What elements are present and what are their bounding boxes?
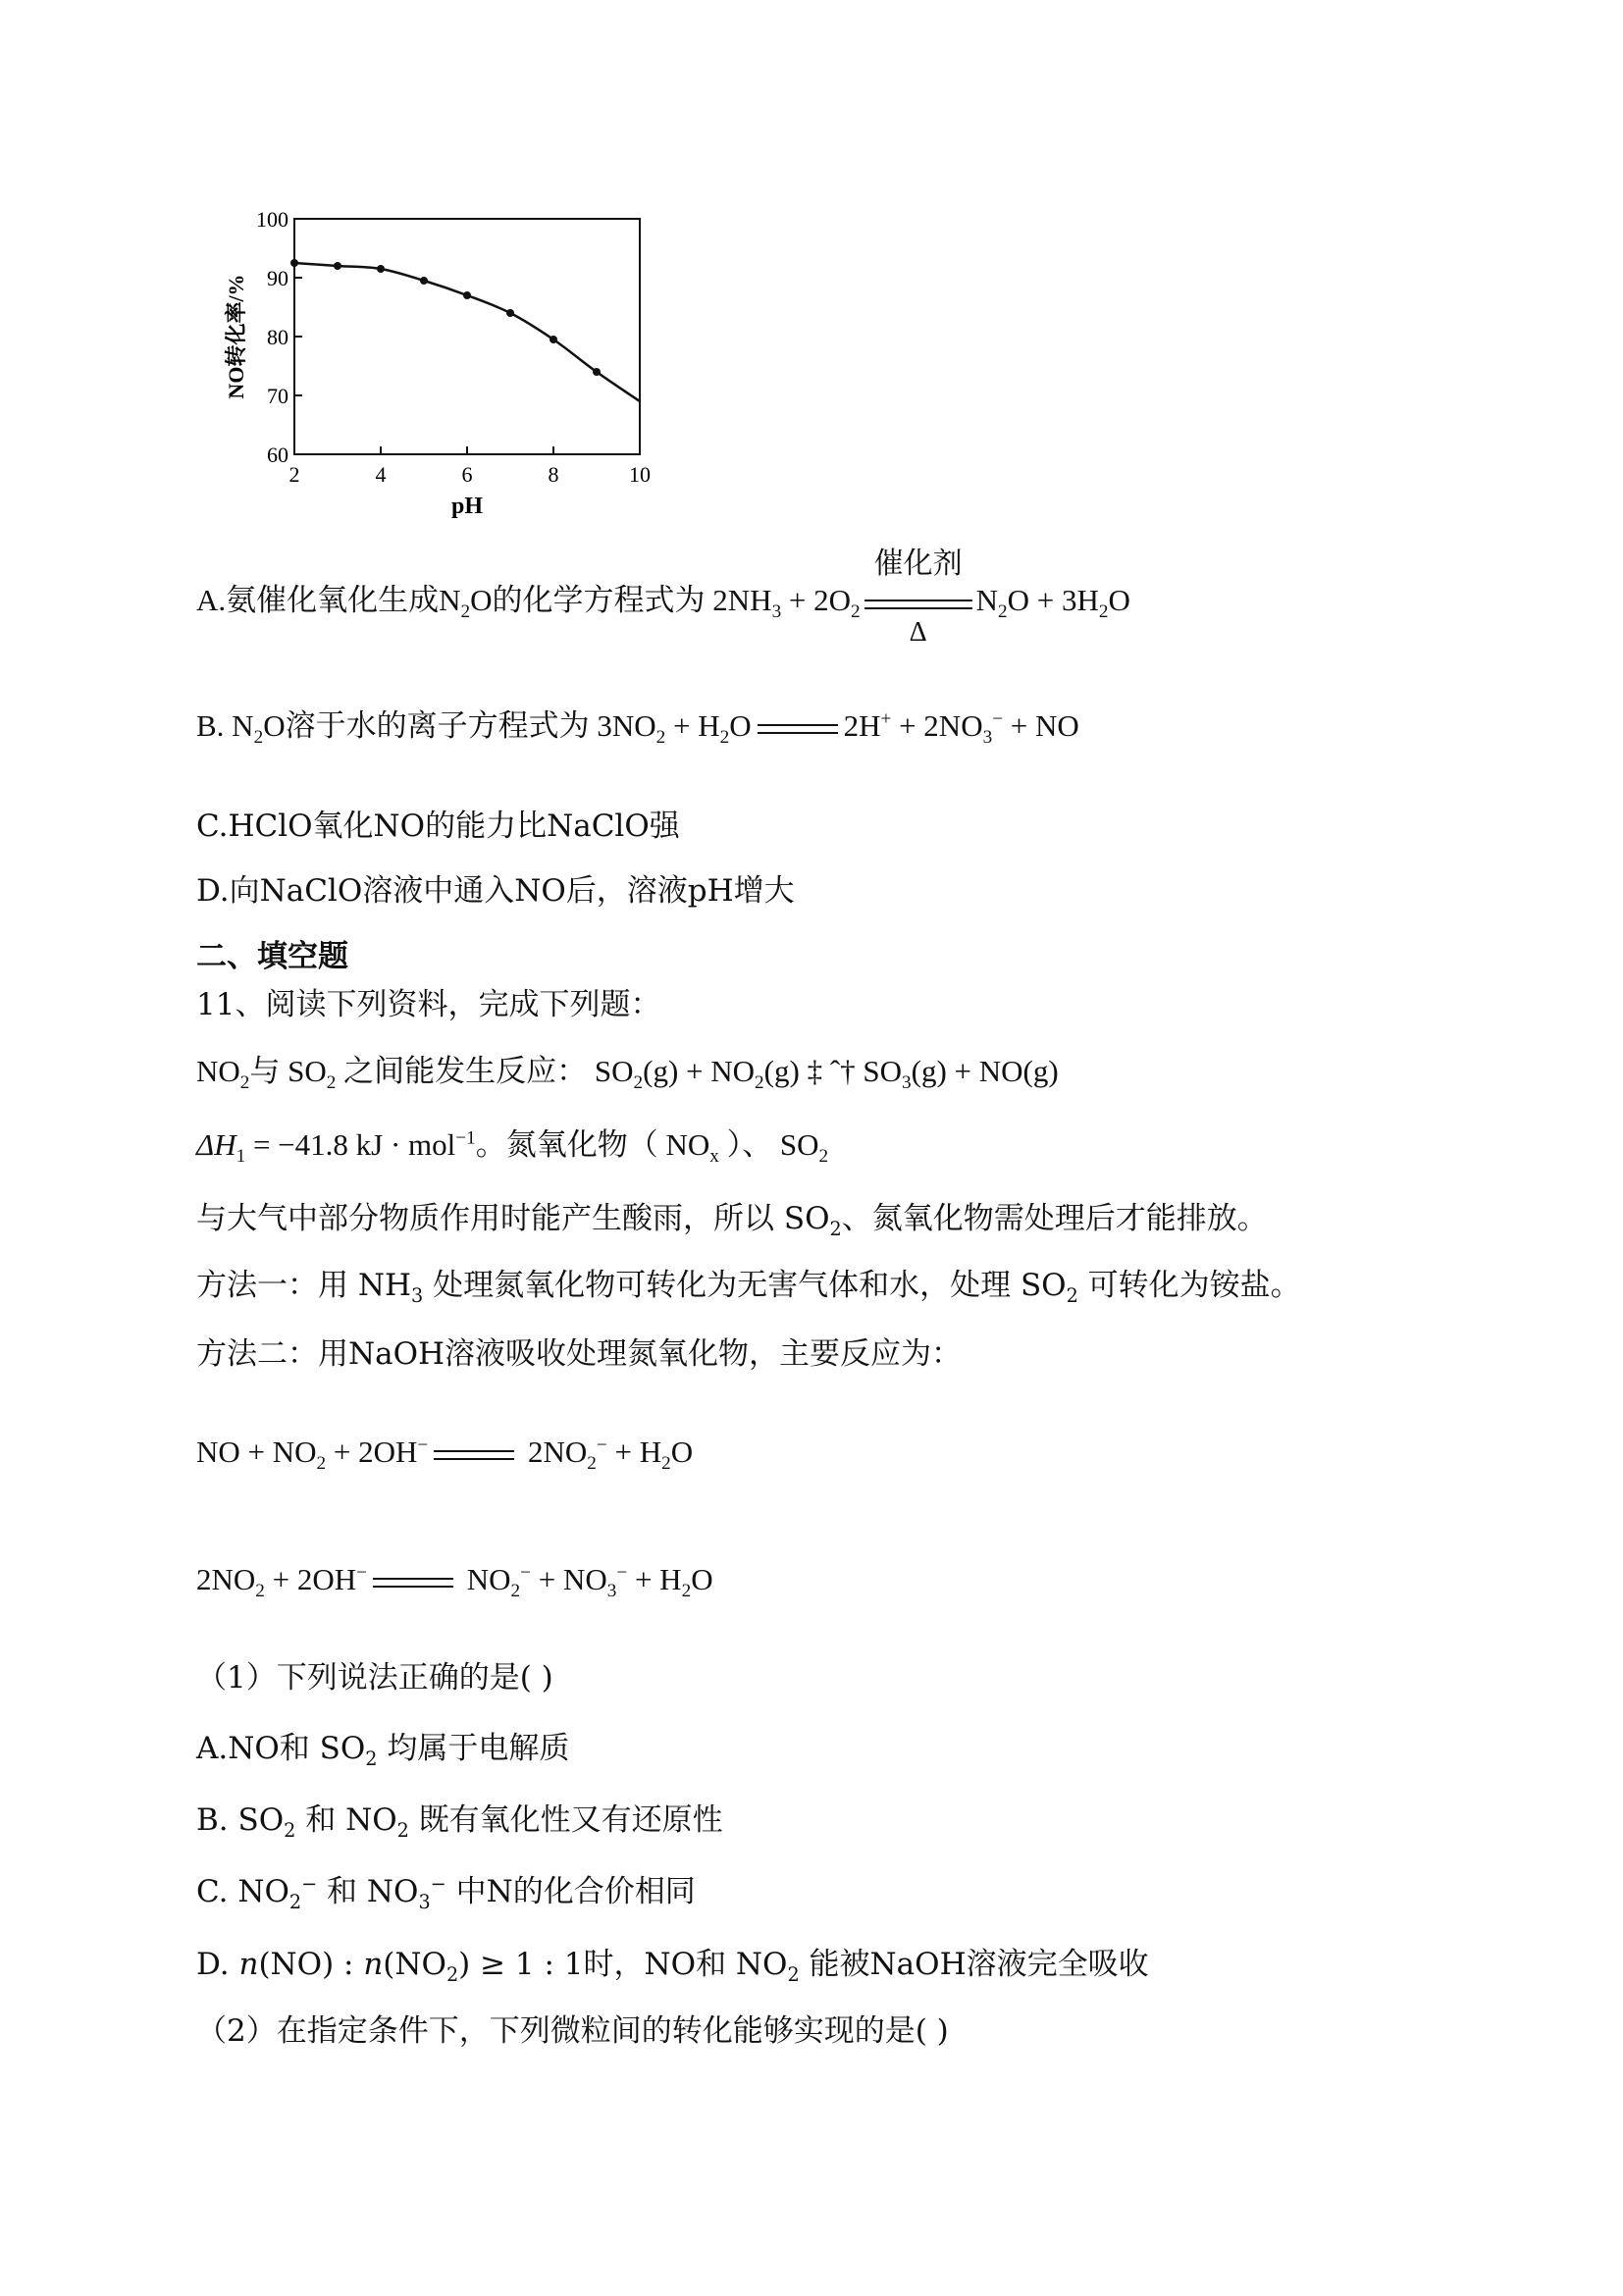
section-heading: 二、填空题 [196, 939, 348, 974]
option-d: D.向NaClO溶液中通入NO后，溶液pH增大 [196, 873, 795, 909]
x-tick-label: 6 [461, 462, 473, 487]
sub1-option-d: D. n(NO) : $n(NO_2) \ge 1$ : 1时，NO和 $NO_2$ 能被NaOH溶液完全吸收 [196, 1947, 1149, 1987]
no-conversion-chart [206, 201, 913, 525]
option-b: B. $N_2O$溶于水的离子方程式为 $3NO_2 + H_2O$ $2H^+ + 2NO_3^-$ + NO [196, 708, 1079, 749]
option-c: C.HClO氧化NO的能力比NaClO强 [196, 809, 680, 844]
data-point [506, 309, 514, 317]
y-tick-label: 70 [267, 384, 288, 408]
paragraph-acid-rain: 与大气中部分物质作用时能产生酸雨，所以 $SO_2$、氮氧化物需处理后才能排放。 [196, 1201, 1268, 1241]
x-tick-label: 10 [629, 462, 651, 487]
y-axis-label: NO转化率/% [224, 274, 248, 399]
x-tick-label: 4 [375, 462, 387, 487]
enthalpy-line: $\Delta H_1 = -41.8$ kJ · mol$^{-1}$。氮氧化物（ $NO_x$ ）、 $SO_2$ [196, 1127, 829, 1168]
y-tick-label: 90 [267, 266, 288, 290]
sub1-option-c: C. $NO_2^-$ 和 $NO_3^-$ 中N的化合价相同 [196, 1872, 696, 1914]
x-axis-label: pH [450, 494, 484, 519]
data-point [463, 291, 471, 299]
reaction-condition: 催化剂 Δ [864, 584, 972, 623]
y-tick-label: 80 [267, 325, 288, 349]
sub-question-2: （2）在指定条件下，下列微粒间的转化能够实现的是( ) [196, 2013, 949, 2049]
sub-question-1: （1）下列说法正确的是( ) [196, 1660, 553, 1696]
method-one: 方法一：用 $NH_3$ 处理氮氧化物可转化为无害气体和水，处理 $SO_2$ 可转化为铵盐。 [196, 1268, 1301, 1308]
equation-2: $2NO_2 + 2OH^-$ $NO_2^- + NO_3^- + H_2O$ [196, 1562, 713, 1602]
option-a: A.氨催化氧化生成$N_2O$的化学方程式为 $2NH_3 + 2O_2$ 催化剂 Δ $N_2O + 3H_2O$ [196, 547, 1130, 648]
question-11: 11、阅读下列资料，完成下列题： [196, 987, 661, 1022]
series-line [294, 263, 640, 401]
y-tick-label: 100 [256, 207, 288, 232]
data-point [290, 259, 298, 267]
sub1-option-a: A.NO和 $SO_2$ 均属于电解质 [196, 1731, 570, 1771]
data-point [593, 368, 601, 376]
reaction-equilibrium: $NO_2$与 $SO_2$ 之间能发生反应： $SO_2(g) + NO_2(g)$ ‡ ˆ† $SO_3(g) + NO(g)$ [196, 1054, 1059, 1094]
method-two: 方法二：用NaOH溶液吸收处理氮氧化物，主要反应为： [196, 1336, 963, 1372]
y-tick-label: 60 [267, 443, 288, 467]
data-point [377, 265, 385, 273]
equation-1: NO + $NO_2 + 2OH^-$ $2NO_2^- + H_2O$ [196, 1435, 694, 1475]
x-tick-label: 2 [288, 462, 300, 487]
data-point [334, 262, 341, 270]
sub1-option-b: B. $SO_2$ 和 $NO_2$ 既有氧化性又有还原性 [196, 1802, 723, 1843]
data-point [420, 277, 428, 285]
x-tick-label: 8 [548, 462, 559, 487]
plot-frame [294, 219, 640, 454]
data-point [550, 336, 557, 343]
